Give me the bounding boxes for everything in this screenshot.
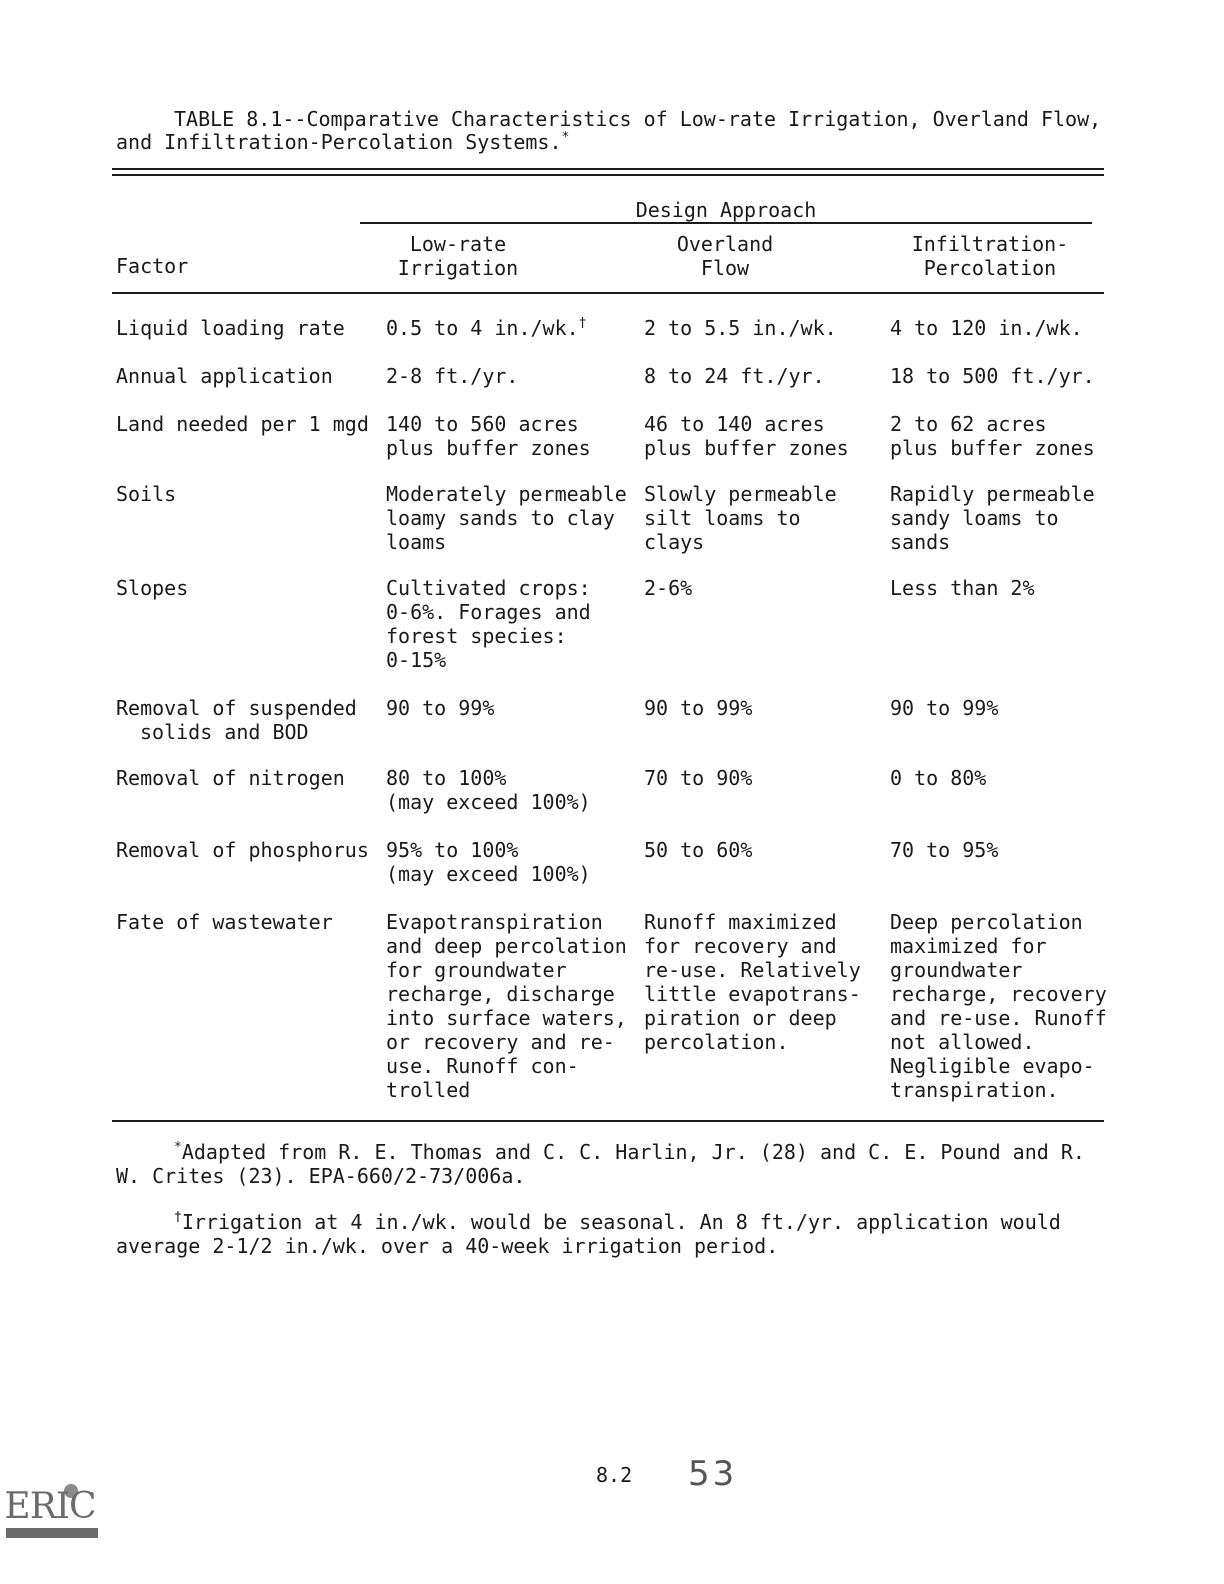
row-low-rate-text: 0.5 to 4 in./wk. [386,316,579,340]
row-overland-value: 46 to 140 acres plus buffer zones [644,412,849,460]
logo-text: ERIC [4,1486,96,1527]
row-overland-value: Slowly permeable silt loams to clays [644,482,837,554]
table-bottom-rule [112,1120,1104,1122]
column-header-infiltration-percolation: Infiltration- Percolation [911,232,1069,280]
column-header-overland-flow: Overland Flow [676,232,774,280]
row-infiltration-value: 4 to 120 in./wk. [890,316,1083,340]
row-factor: Annual application [116,364,333,388]
row-overland-value: 50 to 60% [644,838,753,862]
table-top-rule-thick [112,168,1104,170]
row-factor: Removal of nitrogen [116,766,345,790]
row-infiltration-value: 18 to 500 ft./yr. [890,364,1095,388]
caption-line-2: and Infiltration-Percolation Systems. [116,130,562,154]
row-factor: Liquid loading rate [116,316,345,340]
row-factor: Slopes [116,576,189,600]
row-low-rate-value [386,316,642,340]
row-low-rate-value: 90 to 99% [386,696,495,720]
footnote-mark: † [174,1210,182,1225]
footnote-irrigation [116,1210,1106,1258]
row-low-rate-value: 2-8 ft./yr. [386,364,519,388]
row-low-rate-value: Evapotranspiration and deep percolation for groundwater recharge, discharge into surface waters, or recovery and re- use. Runoff con- trolled [386,910,627,1102]
table-top-rule-thin [112,174,1104,176]
row-infiltration-value: Deep percolation maximized for groundwater recharge, recovery and re-use. Runoff not allowed. Negligible evapo- transpiration. [890,910,1107,1102]
footnote-mark: * [174,1140,182,1155]
row-factor: Removal of phosphorus [116,838,369,862]
row-overland-value: 8 to 24 ft./yr. [644,364,825,388]
row-factor: Soils [116,482,177,506]
row-factor: Removal of suspended solids and BOD [116,696,357,744]
row-infiltration-value: 2 to 62 acres plus buffer zones [890,412,1095,460]
footnote-text: Irrigation at 4 in./wk. would be seasonal. An 8 ft./yr. application would average 2-1/2 in./wk. over a 40-week irrigation period. [116,1210,1061,1258]
row-overland-value: 90 to 99% [644,696,753,720]
header-bottom-rule [112,292,1104,294]
row-overland-value: 2 to 5.5 in./wk. [644,316,837,340]
column-header-factor: Factor [116,254,189,278]
row-low-rate-value: 95% to 100% (may exceed 100%) [386,838,591,886]
logo-bar [6,1528,98,1538]
caption-footnote-mark: * [561,130,570,145]
group-header-design-approach: Design Approach [635,198,817,222]
row-footnote-mark: † [578,316,587,331]
row-factor: Land needed per 1 mgd [116,412,369,436]
row-infiltration-value: Rapidly permeable sandy loams to sands [890,482,1095,554]
footnote-text: Adapted from R. E. Thomas and C. C. Harlin, Jr. (28) and C. E. Pound and R. W. Crites (23). EPA-660/2-73/006a. [116,1140,1085,1188]
row-infiltration-value: 0 to 80% [890,766,987,790]
group-header-rule [360,222,1092,224]
column-header-low-rate-irrigation: Low-rate Irrigation [397,232,519,280]
eric-logo [2,1484,98,1540]
row-low-rate-value: Cultivated crops: 0-6%. Forages and forest species: 0-15% [386,576,591,672]
row-low-rate-value: 140 to 560 acres plus buffer zones [386,412,591,460]
row-factor: Fate of wastewater [116,910,333,934]
footnote-source [116,1140,1106,1188]
page-stamp: 53 [688,1454,738,1494]
row-infiltration-value: Less than 2% [890,576,1035,600]
row-infiltration-value: 70 to 95% [890,838,999,862]
page-number: 8.2 [596,1463,633,1487]
row-overland-value: 2-6% [644,576,693,600]
row-low-rate-value: Moderately permeable loamy sands to clay loams [386,482,627,554]
row-low-rate-value: 80 to 100% (may exceed 100%) [386,766,591,814]
table-caption [116,108,1106,154]
row-overland-value: 70 to 90% [644,766,753,790]
row-overland-value: Runoff maximized for recovery and re-use. Relatively little evapotrans- piration or deep percolation. [644,910,861,1054]
caption-line-1: TABLE 8.1--Comparative Characteristics of Low-rate Irrigation, Overland Flow, [174,107,1102,131]
row-infiltration-value: 90 to 99% [890,696,999,720]
